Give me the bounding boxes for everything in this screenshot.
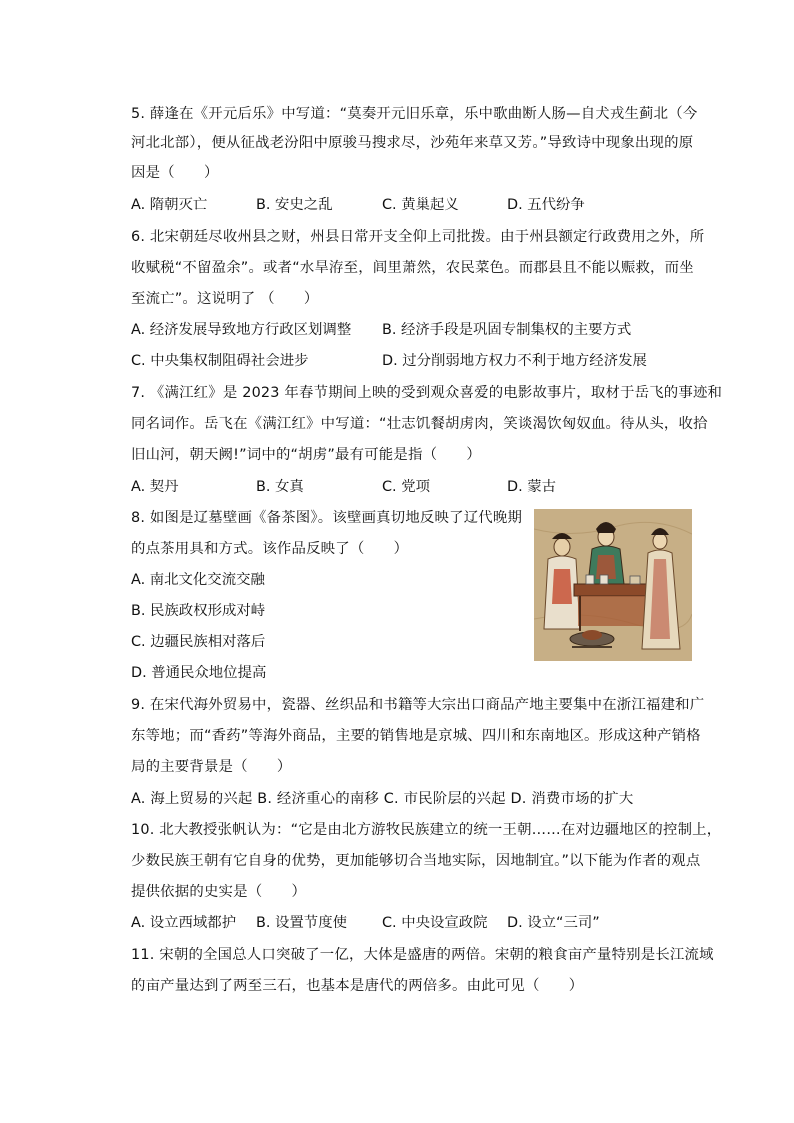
q10-option-b[interactable]: B. 设置节度使 <box>256 915 347 931</box>
q5-line-3: 因是（ ） <box>131 165 219 181</box>
q10-option-c[interactable]: C. 中央设宣政院 <box>382 915 488 931</box>
q6-line-3: 至流亡”。这说明了 （ ） <box>131 291 319 307</box>
q8-line-1: 8. 如图是辽墓壁画《备茶图》。该壁画真切地反映了辽代晚期 <box>131 510 523 526</box>
q5-option-d[interactable]: D. 五代纷争 <box>507 197 585 213</box>
q5-line-2: 河北北部），便从征战老汾阳中原骏马搜求尽，沙苑年来草又芳。”导致诗中现象出现的原 <box>131 135 694 151</box>
q11-line-2: 的亩产量达到了两至三石，也基本是唐代的两倍多。由此可见（ ） <box>131 978 584 994</box>
q7-line-3: 旧山河，朝天阙!”词中的“胡虏”最有可能是指（ ） <box>131 447 481 463</box>
q6-option-c[interactable]: C. 中央集权制阻碍社会进步 <box>131 353 309 369</box>
q9-options[interactable]: A. 海上贸易的兴起 B. 经济重心的南移 C. 市民阶层的兴起 D. 消费市场的扩大 <box>131 791 634 807</box>
q7-line-1: 7. 《满江红》是 2023 年春节期间上映的受到观众喜爱的电影故事片，取材于岳飞的事迹和 <box>131 385 723 401</box>
q8-line-2: 的点茶用具和方式。该作品反映了（ ） <box>131 541 409 557</box>
q5-option-b[interactable]: B. 安史之乱 <box>256 197 333 213</box>
q7-option-c[interactable]: C. 党项 <box>382 479 430 495</box>
q10-line-1: 10. 北大教授张帆认为：“它是由北方游牧民族建立的统一王朝……在对边疆地区的控制上， <box>131 822 722 838</box>
q9-line-3: 局的主要背景是（ ） <box>131 759 292 775</box>
q5-option-c[interactable]: C. 黄巢起义 <box>382 197 459 213</box>
q11-line-1: 11. 宋朝的全国总人口突破了一亿，大体是盛唐的两倍。宋朝的粮食亩产量特别是长江流域 <box>131 947 714 963</box>
q8-option-a[interactable]: A. 南北文化交流交融 <box>131 572 265 588</box>
q5-line-1: 5. 薛逢在《开元后乐》中写道：“莫奏开元旧乐章，乐中歌曲断人肠—自犬戎生蓟北（今 <box>131 106 698 122</box>
q10-option-d[interactable]: D. 设立“三司” <box>507 915 600 931</box>
q9-line-2: 东等地；而“香药”等海外商品，主要的销售地是京城、四川和东南地区。形成这种产销格 <box>131 728 701 744</box>
q6-option-d[interactable]: D. 过分削弱地方权力不利于地方经济发展 <box>382 353 647 369</box>
q6-line-1: 6. 北宋朝廷尽收州县之财，州县日常开支全仰上司批拨。由于州县额定行政费用之外，所 <box>131 229 705 245</box>
q8-option-b[interactable]: B. 民族政权形成对峙 <box>131 603 266 619</box>
q7-line-2: 同名词作。岳飞在《满江红》中写道：“壮志饥餐胡虏肉，笑谈渴饮匈奴血。待从头，收拾 <box>131 416 708 432</box>
q6-option-b[interactable]: B. 经济手段是巩固专制集权的主要方式 <box>382 322 632 338</box>
q9-line-1: 9. 在宋代海外贸易中，瓷器、丝织品和书籍等大宗出口商品产地主要集中在浙江福建和广 <box>131 697 705 713</box>
q10-option-a[interactable]: A. 设立西域都护 <box>131 915 237 931</box>
tea-mural-image <box>534 509 692 661</box>
q7-option-a[interactable]: A. 契丹 <box>131 479 179 495</box>
q10-line-3: 提供依据的史实是（ ） <box>131 884 307 900</box>
q5-option-a[interactable]: A. 隋朝灭亡 <box>131 197 208 213</box>
q6-option-a[interactable]: A. 经济发展导致地方行政区划调整 <box>131 322 352 338</box>
q6-line-2: 收赋税“不留盈余”。或者“水旱洊至，闾里萧然，农民菜色。而郡县且不能以赈救，而坐 <box>131 260 694 276</box>
q8-option-c[interactable]: C. 边疆民族相对落后 <box>131 634 266 650</box>
q7-option-d[interactable]: D. 蒙古 <box>507 479 557 495</box>
q8-option-d[interactable]: D. 普通民众地位提高 <box>131 665 267 681</box>
q10-line-2: 少数民族王朝有它自身的优势，更加能够切合当地实际，因地制宜。”以下能为作者的观点 <box>131 853 701 869</box>
q7-option-b[interactable]: B. 女真 <box>256 479 304 495</box>
